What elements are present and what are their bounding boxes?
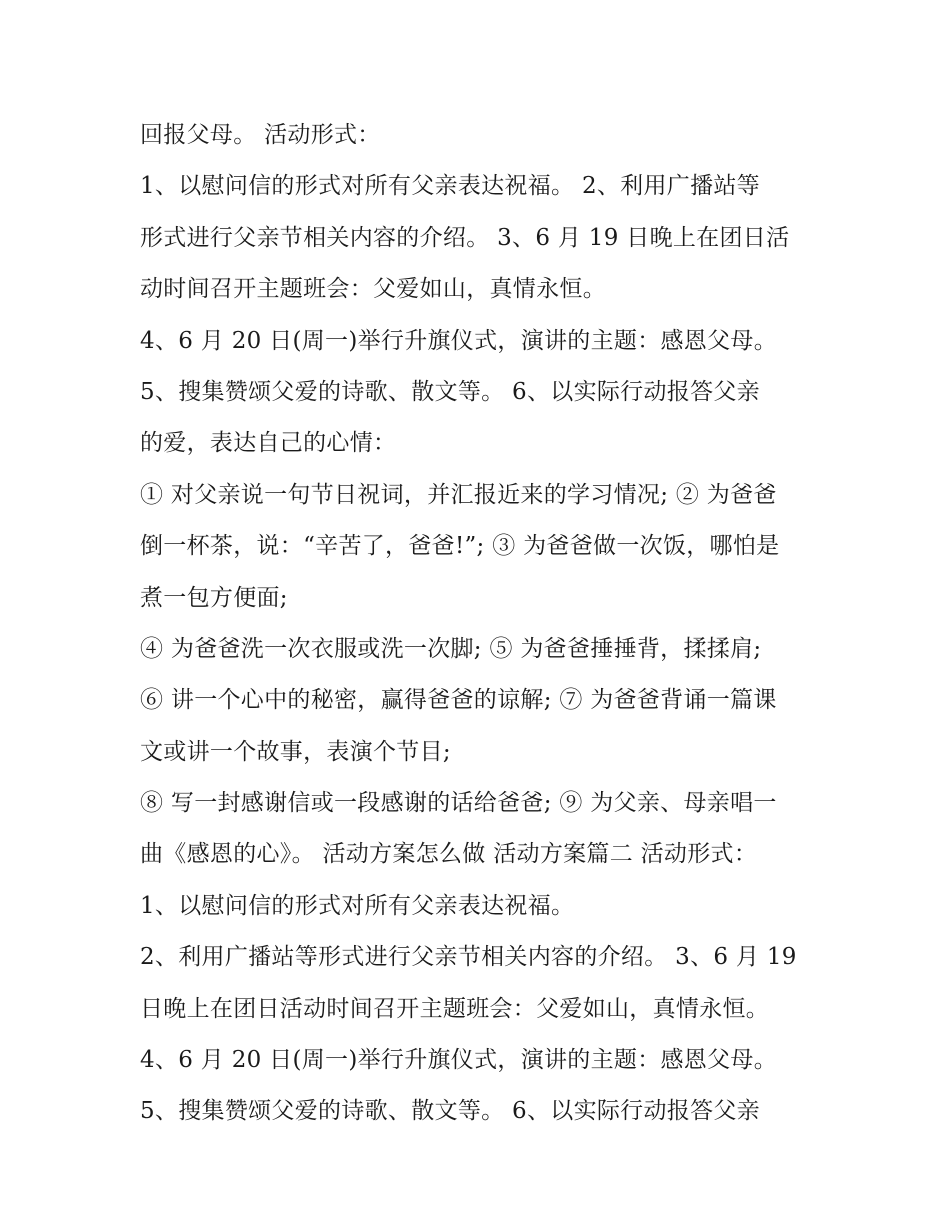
text-line: 回报父母。 活动形式： bbox=[140, 122, 381, 148]
text-line: ① 对父亲说一句节日祝词，并汇报近来的学习情况; ② 为爸爸 bbox=[140, 481, 777, 508]
text-line: 5、搜集赞颂父爱的诗歌、散文等。 6、以实际行动报答父亲 bbox=[140, 1098, 760, 1125]
text-line: ④ 为爸爸洗一次衣服或洗一次脚; ⑤ 为爸爸捶捶背，揉揉肩; bbox=[140, 635, 762, 662]
text-line: 2、利用广播站等形式进行父亲节相关内容的介绍。 3、6 月 19 bbox=[140, 944, 797, 971]
text-line: 5、搜集赞颂父爱的诗歌、散文等。 6、以实际行动报答父亲 bbox=[140, 378, 760, 405]
text-line: 煮一包方便面; bbox=[140, 584, 288, 611]
text-line: 1、以慰问信的形式对所有父亲表达祝福。 bbox=[140, 892, 575, 919]
text-line: 曲《感恩的心》。 活动方案怎么做 活动方案篇二 活动形式： bbox=[140, 841, 758, 868]
text-line: 1、以慰问信的形式对所有父亲表达祝福。 2、利用广播站等 bbox=[140, 173, 760, 200]
text-line: 文或讲一个故事，表演个节目; bbox=[140, 738, 451, 765]
text-line: 形式进行父亲节相关内容的介绍。 3、6 月 19 日晚上在团日活 bbox=[140, 224, 790, 251]
text-line: 日晚上在团日活动时间召开主题班会：父爱如山，真情永恒。 bbox=[140, 995, 770, 1022]
text-line: ⑧ 写一封感谢信或一段感谢的话给爸爸; ⑨ 为父亲、母亲唱一 bbox=[140, 790, 777, 817]
document-body bbox=[140, 110, 820, 1138]
text-line: 的爱，表达自己的心情： bbox=[140, 430, 397, 457]
text-line: 倒一杯茶，说：“辛苦了，爸爸!”; ③ 为爸爸做一次饭，哪怕是 bbox=[140, 533, 780, 560]
text-line: ⑥ 讲一个心中的秘密，赢得爸爸的谅解; ⑦ 为爸爸背诵一篇课 bbox=[140, 687, 777, 714]
text-line: 4、6 月 20 日(周一)举行升旗仪式，演讲的主题：感恩父母。 bbox=[140, 1047, 778, 1074]
text-line: 4、6 月 20 日(周一)举行升旗仪式，演讲的主题：感恩父母。 bbox=[140, 327, 778, 354]
text-line: 动时间召开主题班会：父爱如山，真情永恒。 bbox=[140, 276, 606, 303]
